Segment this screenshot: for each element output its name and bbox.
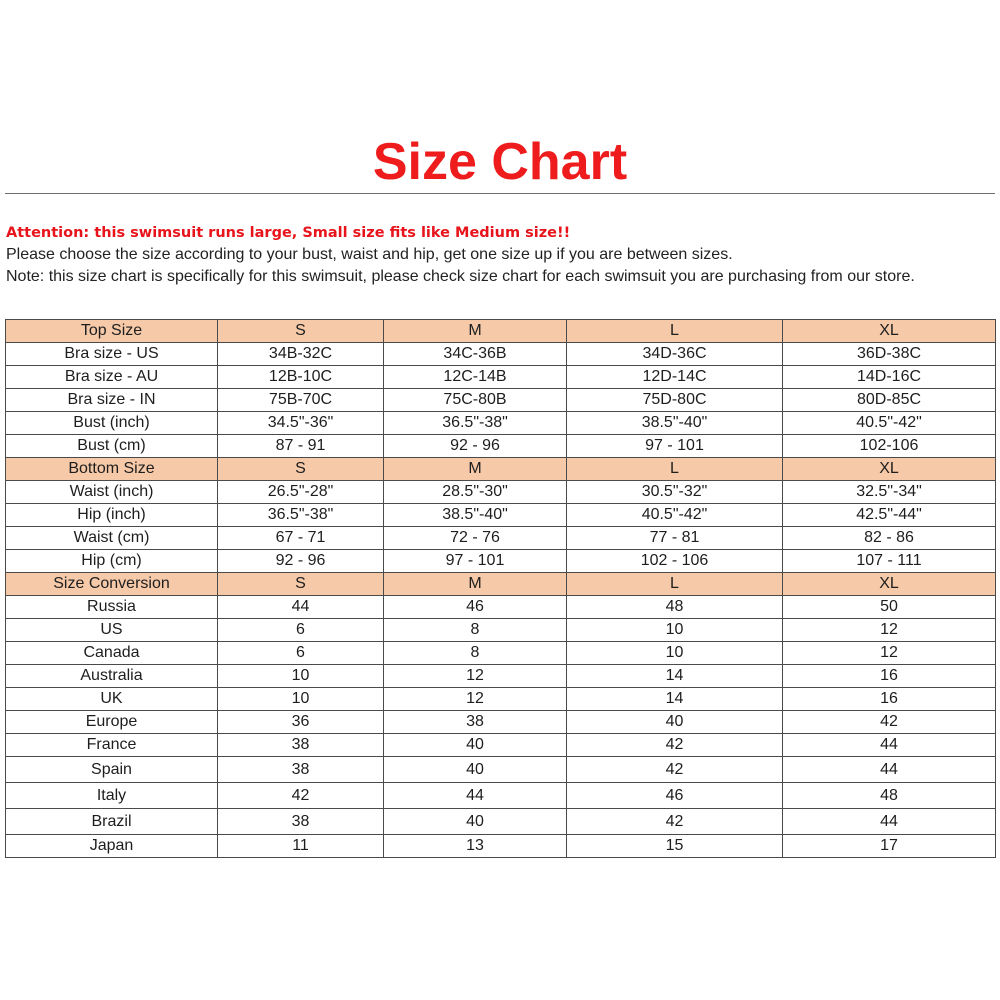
section-header-label: Size Conversion [6,573,218,596]
size-value-cell: 38.5"-40" [567,412,783,435]
size-value-cell: 40.5"-42" [567,504,783,527]
size-value-cell: 42 [567,809,783,835]
table-row [6,343,996,366]
size-conversion-header-row [6,573,996,596]
size-value-cell: 72 - 76 [384,527,567,550]
top-size-header-row [6,320,996,343]
table-row [6,596,996,619]
size-value-cell: 97 - 101 [384,550,567,573]
size-value-cell: 14 [567,688,783,711]
size-value-cell: 75B-70C [218,389,384,412]
size-value-cell: 42 [783,711,996,734]
table-row [6,665,996,688]
size-column-header: XL [783,320,996,343]
size-value-cell: 36.5"-38" [218,504,384,527]
size-value-cell: 44 [783,734,996,757]
table-row [6,642,996,665]
size-value-cell: 48 [783,783,996,809]
row-label-cell: Italy [6,783,218,809]
size-value-cell: 11 [218,835,384,858]
size-value-cell: 12B-10C [218,366,384,389]
size-chart-disclaimer-note: Note: this size chart is specifically for this swimsuit, please check size chart for each swimsuit you are purchasing from our store. [6,268,915,285]
size-value-cell: 34.5"-36" [218,412,384,435]
size-value-cell: 80D-85C [783,389,996,412]
size-value-cell: 30.5"-32" [567,481,783,504]
row-label-cell: France [6,734,218,757]
size-value-cell: 102 - 106 [567,550,783,573]
table-row [6,809,996,835]
size-value-cell: 34D-36C [567,343,783,366]
row-label-cell: Japan [6,835,218,858]
size-column-header: S [218,573,384,596]
size-value-cell: 6 [218,642,384,665]
size-value-cell: 44 [218,596,384,619]
table-row [6,711,996,734]
row-label-cell: Waist (inch) [6,481,218,504]
row-label-cell: US [6,619,218,642]
table-row [6,734,996,757]
size-value-cell: 107 - 111 [783,550,996,573]
row-label-cell: Bust (inch) [6,412,218,435]
size-value-cell: 67 - 71 [218,527,384,550]
size-value-cell: 42 [567,757,783,783]
size-value-cell: 12 [783,619,996,642]
row-label-cell: Spain [6,757,218,783]
table-row [6,550,996,573]
size-value-cell: 44 [783,809,996,835]
size-value-cell: 102-106 [783,435,996,458]
table-row [6,835,996,858]
table-row [6,504,996,527]
size-value-cell: 48 [567,596,783,619]
row-label-cell: Australia [6,665,218,688]
row-label-cell: Bra size - AU [6,366,218,389]
table-row [6,619,996,642]
size-value-cell: 44 [783,757,996,783]
size-value-cell: 75C-80B [384,389,567,412]
size-value-cell: 10 [567,619,783,642]
size-value-cell: 13 [384,835,567,858]
size-column-header: S [218,458,384,481]
size-value-cell: 82 - 86 [783,527,996,550]
row-label-cell: UK [6,688,218,711]
size-value-cell: 75D-80C [567,389,783,412]
section-header-label: Bottom Size [6,458,218,481]
size-chart-table [5,319,996,858]
size-column-header: XL [783,573,996,596]
size-column-header: M [384,320,567,343]
size-value-cell: 40 [567,711,783,734]
size-value-cell: 42 [218,783,384,809]
section-header-label: Top Size [6,320,218,343]
size-value-cell: 36D-38C [783,343,996,366]
size-value-cell: 40 [384,757,567,783]
size-value-cell: 92 - 96 [218,550,384,573]
size-value-cell: 12 [384,665,567,688]
size-value-cell: 12 [783,642,996,665]
size-value-cell: 36 [218,711,384,734]
size-value-cell: 50 [783,596,996,619]
size-value-cell: 97 - 101 [567,435,783,458]
size-value-cell: 16 [783,665,996,688]
size-column-header: M [384,458,567,481]
table-row [6,757,996,783]
size-column-header: L [567,320,783,343]
row-label-cell: Hip (inch) [6,504,218,527]
row-label-cell: Canada [6,642,218,665]
row-label-cell: Brazil [6,809,218,835]
row-label-cell: Bust (cm) [6,435,218,458]
size-value-cell: 38.5"-40" [384,504,567,527]
table-row [6,527,996,550]
size-value-cell: 40 [384,809,567,835]
size-value-cell: 8 [384,642,567,665]
row-label-cell: Russia [6,596,218,619]
size-value-cell: 34B-32C [218,343,384,366]
table-row [6,783,996,809]
table-row [6,412,996,435]
size-value-cell: 38 [218,757,384,783]
sizing-advice-note: Please choose the size according to your bust, waist and hip, get one size up if you are between sizes. [6,246,733,263]
size-value-cell: 42 [567,734,783,757]
attention-note: Attention: this swimsuit runs large, Small size fits like Medium size!! [6,225,571,241]
row-label-cell: Waist (cm) [6,527,218,550]
size-value-cell: 10 [567,642,783,665]
table-row [6,481,996,504]
size-value-cell: 16 [783,688,996,711]
size-value-cell: 15 [567,835,783,858]
size-value-cell: 92 - 96 [384,435,567,458]
size-value-cell: 40 [384,734,567,757]
size-value-cell: 26.5"-28" [218,481,384,504]
size-value-cell: 10 [218,688,384,711]
table-row [6,435,996,458]
size-value-cell: 8 [384,619,567,642]
size-value-cell: 12C-14B [384,366,567,389]
size-value-cell: 10 [218,665,384,688]
size-column-header: L [567,573,783,596]
size-value-cell: 36.5"-38" [384,412,567,435]
size-value-cell: 40.5"-42" [783,412,996,435]
size-notes [6,222,996,288]
size-value-cell: 12D-14C [567,366,783,389]
size-column-header: L [567,458,783,481]
title-divider [5,193,995,194]
size-value-cell: 32.5"-34" [783,481,996,504]
size-value-cell: 38 [384,711,567,734]
size-value-cell: 44 [384,783,567,809]
row-label-cell: Bra size - US [6,343,218,366]
row-label-cell: Europe [6,711,218,734]
size-value-cell: 46 [567,783,783,809]
bottom-size-header-row [6,458,996,481]
size-value-cell: 87 - 91 [218,435,384,458]
table-row [6,688,996,711]
size-value-cell: 46 [384,596,567,619]
size-value-cell: 12 [384,688,567,711]
size-value-cell: 6 [218,619,384,642]
table-row [6,389,996,412]
row-label-cell: Bra size - IN [6,389,218,412]
size-value-cell: 14D-16C [783,366,996,389]
size-value-cell: 28.5"-30" [384,481,567,504]
size-value-cell: 77 - 81 [567,527,783,550]
size-value-cell: 34C-36B [384,343,567,366]
size-value-cell: 38 [218,734,384,757]
size-value-cell: 17 [783,835,996,858]
size-value-cell: 38 [218,809,384,835]
size-column-header: S [218,320,384,343]
table-row [6,366,996,389]
size-column-header: M [384,573,567,596]
size-value-cell: 14 [567,665,783,688]
row-label-cell: Hip (cm) [6,550,218,573]
size-column-header: XL [783,458,996,481]
size-value-cell: 42.5"-44" [783,504,996,527]
page-title: Size Chart [372,133,628,191]
